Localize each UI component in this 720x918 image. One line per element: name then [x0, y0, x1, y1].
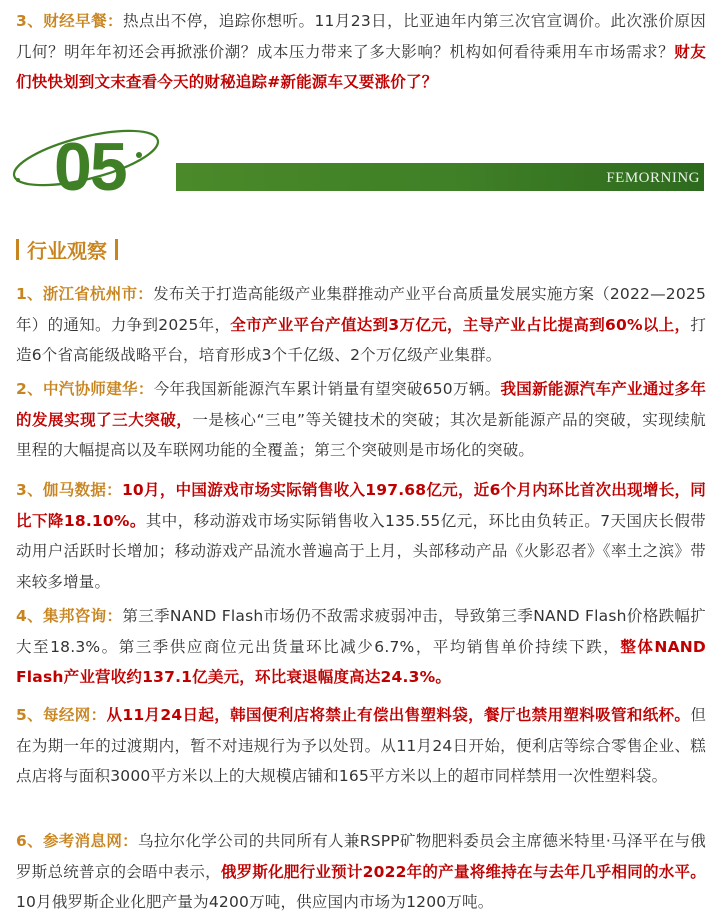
section-title: 行业观察	[27, 238, 107, 263]
item-text: 10月俄罗斯企业化肥产量为4200万吨，供应国内市场为1200万吨。	[16, 893, 494, 911]
intro-paragraph	[16, 6, 706, 98]
item-number: 3、	[16, 481, 43, 499]
item-source: 每经网：	[43, 706, 107, 724]
news-item	[16, 374, 706, 466]
item-text: 乌拉尔化学公司的共同所有人兼RSPP矿物肥料委员会主席德米特里·马泽平在与俄罗斯总统普京的会晤中表示，	[16, 832, 706, 881]
item-highlight: 整体NAND Flash产业营收约137.1亿美元，环比衰退幅度高达24.3%。	[16, 637, 706, 686]
orbit-dot	[136, 152, 142, 158]
item-number: 6、	[16, 832, 43, 850]
news-item	[16, 601, 706, 693]
intro-highlight-link[interactable]: 财友们快快划到文末查看今天的财秘追踪#新能源车又要涨价了？	[16, 42, 707, 91]
item-source: 浙江省杭州市：	[42, 285, 154, 303]
section-heading	[16, 234, 118, 264]
item-highlight: 从11月24日起，韩国便利店将禁止有偿出售塑料袋，餐厅也禁用塑料吸管和纸杯。	[106, 706, 691, 724]
item-source: 集邦咨询：	[43, 607, 123, 625]
section-number: 05	[54, 129, 126, 205]
news-item	[16, 826, 706, 918]
item-text: 其中，移动游戏市场实际销售收入135.55亿元，环比由负转正。7天国庆长假带动用户活跃时长增加；移动游戏产品流水普遍高于上月，头部移动产品《火影忍者》《率土之滨》带来较多增量。	[16, 511, 706, 591]
heading-left-bar	[16, 239, 19, 260]
item-source: 中汽协师建华：	[42, 380, 154, 398]
item-number: 4、	[16, 607, 44, 625]
news-item	[16, 475, 706, 597]
orbit-dot-small	[16, 178, 20, 182]
item-text: 今年我国新能源汽车累计销量有望突破650万辆。	[153, 380, 501, 398]
item-source: 伽马数据：	[42, 481, 122, 499]
intro-source: 财经早餐：	[43, 12, 123, 30]
item-highlight: 10月，中国游戏市场实际销售收入197.68亿元，近6个月内环比首次出现增长，同比下降18.10%。	[16, 481, 707, 530]
item-text: 打造6个省高能级战略平台，培育形成3个千亿级、2个万亿级产业集群。	[16, 315, 707, 364]
intro-number: 3、	[16, 12, 44, 30]
item-number: 5、	[16, 706, 44, 724]
brand-wordmark: FEMORNING	[606, 170, 700, 186]
item-number: 1、	[16, 285, 43, 303]
news-item	[16, 279, 706, 371]
section-number-banner	[0, 118, 720, 206]
item-number: 2、	[16, 380, 43, 398]
news-item	[16, 700, 706, 792]
item-highlight: 俄罗斯化肥行业预计2022年的产量将维持在与去年几乎相同的水平。	[220, 862, 707, 881]
item-text: 但在为期一年的过渡期内，暂不对违规行为予以处罚。从11月24日开始，便利店等综合零售企业、糕点店将与面积3000平方米以上的大规模店铺和165平方米以上的超市同样禁用一次性塑料袋。	[16, 706, 707, 785]
item-source: 参考消息网：	[42, 832, 138, 850]
item-text: 发布关于打造高能级产业集群推动产业平台高质量发展实施方案（2022—2025年）的通知。力争到2025年，	[16, 285, 707, 334]
intro-text: 热点出不停，追踪你想听。11月23日，比亚迪年内第三次官宣调价。此次涨价原因几何？明年年初还会再掀涨价潮？成本压力带来了多大影响？机构如何看待乘用车市场需求？	[16, 12, 706, 61]
item-text: 一是核心“三电”等关键技术的突破；其次是新能源产品的突破，实现续航里程的大幅提高以及车联网功能的全覆盖；第三个突破则是市场化的突破。	[16, 410, 707, 459]
item-highlight: 全市产业平台产值达到3万亿元，主导产业占比提高到60%以上，	[230, 315, 691, 334]
heading-right-bar	[115, 239, 118, 260]
item-text: 第三季NAND Flash市场仍不敌需求疲弱冲击，导致第三季NAND Flash价格跌幅扩大至18.3%。第三季供应商位元出货量环比减少6.7%，平均销售单价持续下跌，	[16, 607, 706, 656]
item-highlight: 我国新能源汽车产业通过多年的发展实现了三大突破，	[16, 380, 707, 429]
